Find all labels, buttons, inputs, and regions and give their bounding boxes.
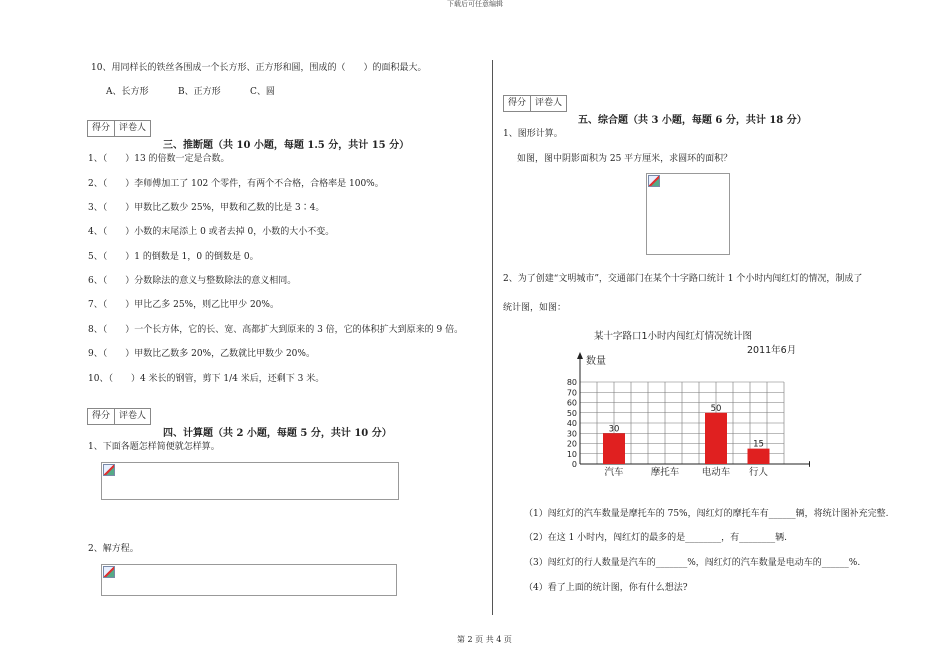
s3-item-5: 5、（ ）1 的倒数是 1，0 的倒数是 0。: [88, 252, 259, 262]
sub-question-2: （2）在这 1 小时内，闯红灯的最多的是________，有________辆.: [524, 533, 788, 543]
s3-item-4: 4、（ ）小数的末尾添上 0 或者去掉 0，小数的大小不变。: [88, 227, 335, 237]
y-tick-label: 60: [566, 398, 577, 408]
chart-subtitle: 2011年6月: [747, 345, 797, 356]
broken-image-icon: [103, 566, 115, 578]
column-divider: [492, 60, 493, 615]
s3-item-3: 3、（ ）甲数比乙数少 25%，甲数和乙数的比是 3∶4。: [88, 203, 325, 213]
s4-q2-answer-area: [101, 564, 397, 596]
grader-label: 评卷人: [535, 98, 563, 108]
y-tick-label: 80: [566, 378, 577, 387]
y-tick-label: 20: [566, 439, 577, 449]
s3-item-9: 9、（ ）甲数比乙数多 20%，乙数就比甲数少 20%。: [88, 349, 315, 359]
s3-item-10: 10、（ ）4 米长的钢管，剪下 1/4 米后，还剩下 3 米。: [88, 374, 325, 384]
bar-0: [603, 433, 625, 464]
broken-image-icon: [648, 175, 660, 187]
category-label: 汽车: [604, 467, 624, 478]
s4-question-1: 1、下面各题怎样简便就怎样算。: [88, 442, 220, 452]
s5-question-2-line1: 2、为了创建“文明城市”，交通部门在某个十字路口统计 1 个小时内闯红灯的情况，制成了: [503, 274, 863, 284]
sub-question-4: （4）看了上面的统计图，你有什么想法?: [524, 583, 688, 593]
s3-item-7: 7、（ ）甲比乙多 25%，则乙比甲少 20%。: [88, 300, 279, 310]
x-axis-arrow: [809, 461, 810, 467]
red-light-bar-chart: [560, 352, 810, 480]
score-box-section5: [503, 95, 567, 112]
s3-item-8: 8、（ ）一个长方体，它的长、宽、高都扩大到原来的 3 倍，它的体积扩大到原来的 9 倍。: [88, 325, 464, 335]
score-label: 得分: [504, 96, 531, 111]
section4-title: 四、计算题（共 2 小题，每题 5 分，共计 10 分）: [163, 428, 392, 439]
score-box-section4: [87, 408, 151, 425]
sub-question-3: （3）闯红灯的行人数量是汽车的_______%，闯红灯的汽车数量是电动车的______%.: [524, 558, 861, 568]
y-tick-label: 30: [566, 429, 577, 439]
y-axis-arrow: [577, 352, 583, 359]
s4-question-2: 2、解方程。: [88, 544, 139, 554]
y-axis-label: 数量: [586, 356, 606, 367]
y-tick-label: 70: [566, 388, 577, 398]
grader-label: 评卷人: [119, 123, 147, 133]
chart-title: 某十字路口1小时内闯红灯情况统计图: [594, 331, 753, 342]
s3-item-6: 6、（ ）分数除法的意义与整数除法的意义相同。: [88, 276, 297, 286]
bar-3: [748, 449, 770, 464]
score-label: 得分: [88, 409, 115, 424]
s5-question-2-line2: 统计图，如图：: [503, 303, 567, 313]
grader-label: 评卷人: [119, 411, 147, 421]
s3-item-1: 1、（ ）13 的倍数一定是合数。: [88, 154, 230, 164]
broken-image-icon: [103, 464, 115, 476]
y-tick-label: 40: [566, 419, 577, 428]
y-tick-label: 0: [571, 460, 577, 469]
bar-2: [705, 413, 727, 464]
header-note: 下载后可任意编辑: [447, 0, 503, 8]
score-label: 得分: [88, 121, 115, 136]
y-tick-label: 10: [566, 449, 577, 459]
s3-item-2: 2、（ ）李师傅加工了 102 个零件，有两个不合格，合格率是 100%。: [88, 179, 384, 189]
sub-question-1: （1）闯红灯的汽车数量是摩托车的 75%，闯红灯的摩托车有______辆，将统计图补充完整.: [524, 509, 889, 519]
data-label: 30: [608, 424, 620, 435]
category-label: 摩托车: [650, 467, 680, 478]
data-label: 15: [753, 439, 764, 450]
q10-option-c: C、圆: [250, 87, 275, 97]
question-10: 10、用同样长的铁丝各围成一个长方形、正方形和圆，围成的（ ）的面积最大。: [91, 63, 427, 73]
s5-question-1: 1、图形计算。: [503, 129, 563, 139]
q10-option-b: B、正方形: [178, 87, 221, 97]
s4-q1-answer-area: [101, 462, 399, 500]
section3-title: 三、推断题（共 10 小题，每题 1.5 分，共计 15 分）: [163, 140, 410, 151]
page-number: 第 2 页 共 4 页: [457, 635, 512, 644]
score-box-section3: [87, 120, 151, 137]
q10-option-a: A、长方形: [106, 87, 149, 97]
s5-question-1-desc: 如图，图中阴影面积为 25 平方厘米，求圆环的面积？: [517, 154, 733, 164]
ring-figure-box: [646, 173, 730, 255]
section5-title: 五、综合题（共 3 小题，每题 6 分，共计 18 分）: [578, 115, 807, 126]
category-label: 电动车: [701, 467, 731, 478]
y-tick-label: 50: [566, 408, 577, 418]
data-label: 50: [710, 403, 722, 414]
category-label: 行人: [748, 467, 769, 478]
